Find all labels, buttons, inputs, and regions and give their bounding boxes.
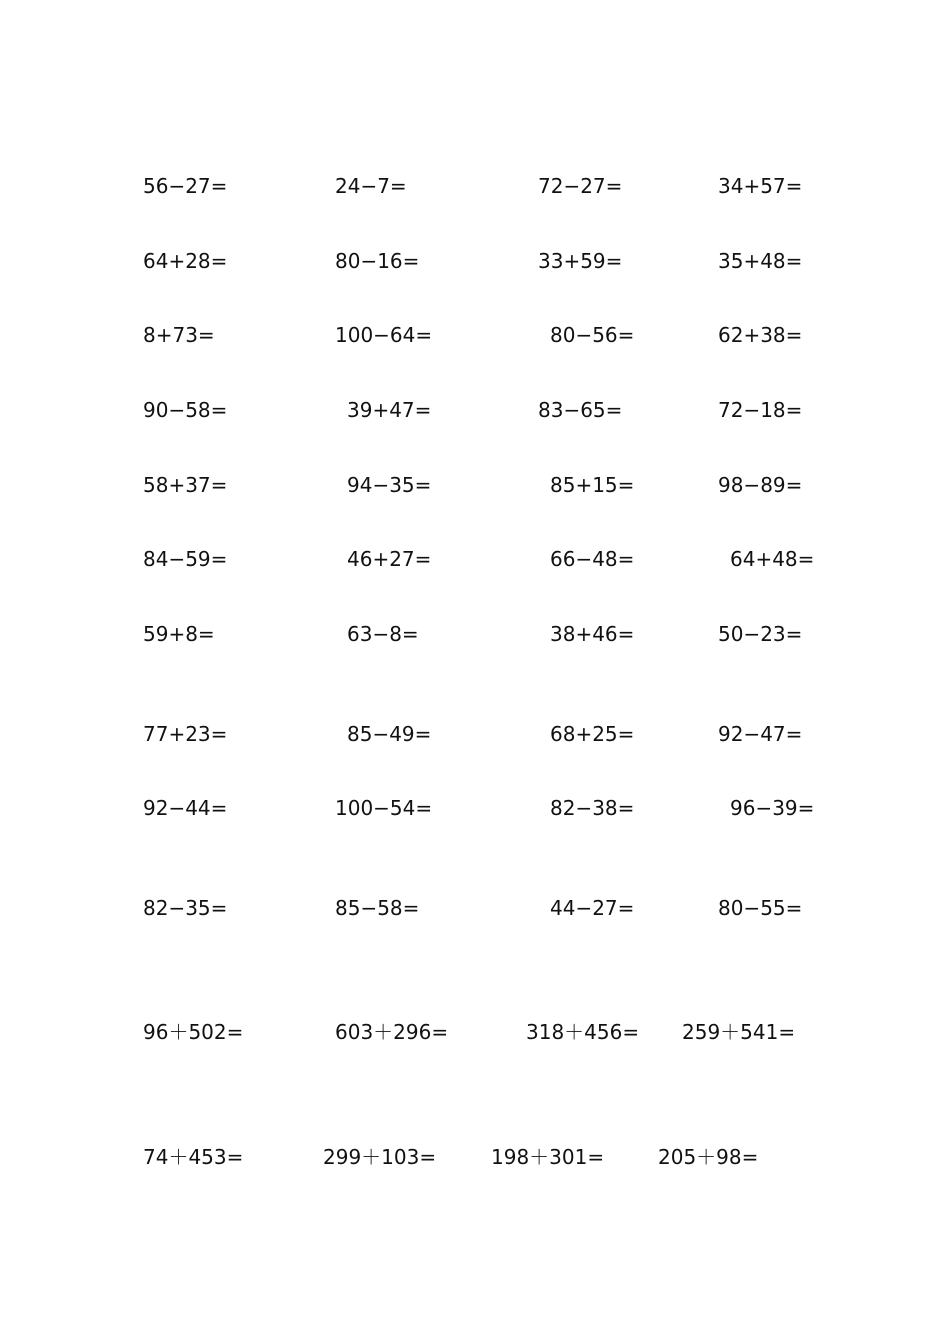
problem-r2-c3: 62+38= [718, 323, 803, 347]
problem-r1-c0: 64+28= [143, 249, 228, 273]
problem-r1-c2: 33+59= [538, 249, 623, 273]
problem-r7-c2: 68+25= [550, 722, 635, 746]
problem-r0-c1: 24−7= [335, 174, 407, 198]
problem-r5-c3: 64+48= [730, 547, 815, 571]
problem-r10-c3: 259＋541= [682, 1020, 796, 1044]
problem-r7-c0: 77+23= [143, 722, 228, 746]
problem-r2-c0: 8+73= [143, 323, 215, 347]
problem-r3-c3: 72−18= [718, 398, 803, 422]
problem-r10-c0: 96＋502= [143, 1020, 244, 1044]
problem-r9-c3: 80−55= [718, 896, 803, 920]
problem-r8-c3: 96−39= [730, 796, 815, 820]
problem-r5-c0: 84−59= [143, 547, 228, 571]
problem-r6-c0: 59+8= [143, 622, 215, 646]
problem-r9-c0: 82−35= [143, 896, 228, 920]
problem-r4-c2: 85+15= [550, 473, 635, 497]
problem-r10-c2: 318＋456= [526, 1020, 640, 1044]
problem-r7-c3: 92−47= [718, 722, 803, 746]
problem-r4-c1: 94−35= [347, 473, 432, 497]
problem-r3-c2: 83−65= [538, 398, 623, 422]
problem-r11-c2: 198＋301= [491, 1145, 605, 1169]
problem-r2-c1: 100−64= [335, 323, 433, 347]
problem-r8-c0: 92−44= [143, 796, 228, 820]
problem-r5-c1: 46+27= [347, 547, 432, 571]
problem-r10-c1: 603＋296= [335, 1020, 449, 1044]
problem-r2-c2: 80−56= [550, 323, 635, 347]
problem-r5-c2: 66−48= [550, 547, 635, 571]
problem-r0-c2: 72−27= [538, 174, 623, 198]
problem-r9-c1: 85−58= [335, 896, 420, 920]
problem-r11-c3: 205＋98= [658, 1145, 759, 1169]
problem-r7-c1: 85−49= [347, 722, 432, 746]
problem-r6-c2: 38+46= [550, 622, 635, 646]
problem-r11-c0: 74＋453= [143, 1145, 244, 1169]
problem-r3-c1: 39+47= [347, 398, 432, 422]
problem-r4-c3: 98−89= [718, 473, 803, 497]
problem-r6-c1: 63−8= [347, 622, 419, 646]
problem-r9-c2: 44−27= [550, 896, 635, 920]
problem-r0-c0: 56−27= [143, 174, 228, 198]
problem-r8-c1: 100−54= [335, 796, 433, 820]
problem-r3-c0: 90−58= [143, 398, 228, 422]
problem-r4-c0: 58+37= [143, 473, 228, 497]
problem-r1-c1: 80−16= [335, 249, 420, 273]
problem-r11-c1: 299＋103= [323, 1145, 437, 1169]
problem-r1-c3: 35+48= [718, 249, 803, 273]
problem-r0-c3: 34+57= [718, 174, 803, 198]
problem-r8-c2: 82−38= [550, 796, 635, 820]
problem-r6-c3: 50−23= [718, 622, 803, 646]
